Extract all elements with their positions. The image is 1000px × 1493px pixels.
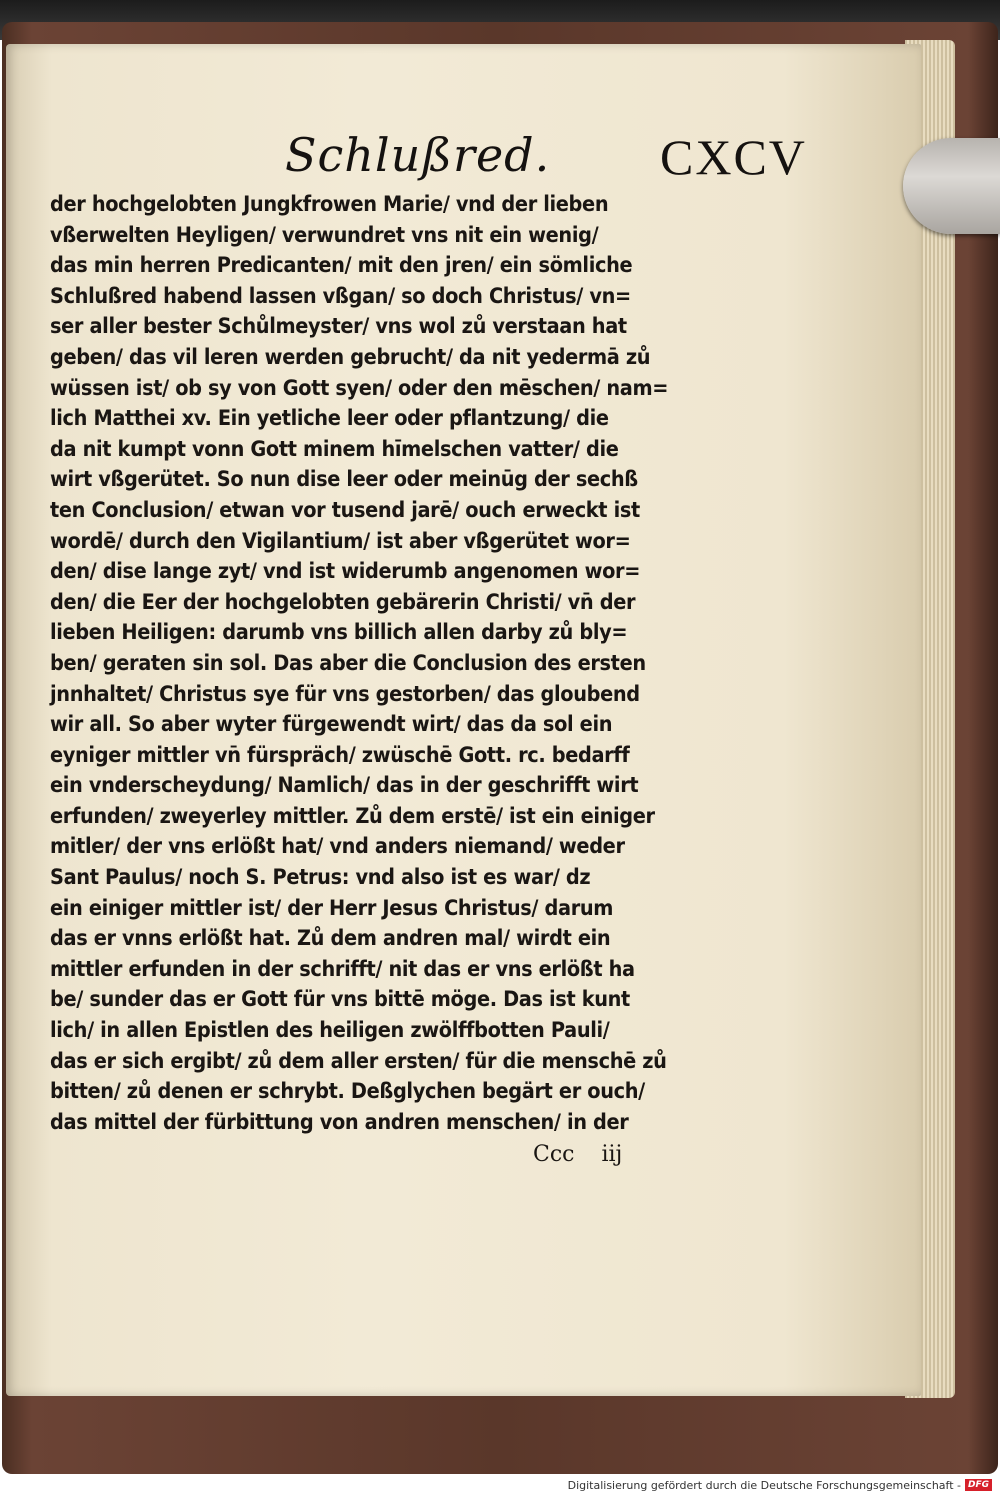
folio-number: CXCV bbox=[660, 129, 807, 185]
text-line: jnnhaltet/ Christus sye für vns gestorben/ das gloubend bbox=[50, 681, 640, 707]
text-line: das min herren Predicanten/ mit den jren/ ein sömliche bbox=[50, 253, 633, 279]
text-line: wirt vßgerütet. So nun dise leer oder meinūg der sechß bbox=[50, 467, 638, 493]
text-line: eyniger mittler vn̄ fürspräch/ zwüschē Gott. rc. bedarff bbox=[50, 742, 630, 768]
text-line: vßerwelten Heyligen/ verwundret vns nit ein wenig/ bbox=[50, 222, 599, 248]
text-line: ben/ geraten sin sol. Das aber die Conclusion des ersten bbox=[50, 650, 646, 676]
dfg-logo: DFG bbox=[965, 1479, 992, 1491]
text-line: lieben Heiligen: darumb vns billich allen darby zů bly= bbox=[50, 620, 628, 646]
text-line: wüssen ist/ ob sy von Gott syen/ oder den mēschen/ nam= bbox=[50, 375, 669, 401]
text-line: ser aller bester Schůlmeyster/ vns wol zů verstaan hat bbox=[50, 314, 627, 340]
body-text bbox=[50, 190, 730, 1138]
text-line: das er sich ergibt/ zů dem aller ersten/ für die menschē zů bbox=[50, 1048, 667, 1074]
text-line: lich/ in allen Epistlen des heiligen zwölffbotten Pauli/ bbox=[50, 1018, 610, 1044]
text-line: den/ die Eer der hochgelobten gebärerin Christi/ vn̄ der bbox=[50, 589, 636, 615]
text-line: das er vnns erlößt hat. Zů dem andren mal/ wirdt ein bbox=[50, 926, 611, 952]
text-line: da nit kumpt vonn Gott minem hīmelschen vatter/ die bbox=[50, 436, 619, 462]
text-line: der hochgelobten Jungkfrowen Marie/ vnd der lieben bbox=[50, 192, 609, 217]
text-line: be/ sunder das er Gott für vns bittē möge. Das ist kunt bbox=[50, 987, 630, 1013]
text-line: Schlußred habend lassen vßgan/ so doch Christus/ vn= bbox=[50, 283, 631, 309]
text-line: erfunden/ zweyerley mittler. Zů dem erstē/ ist ein einiger bbox=[50, 803, 655, 829]
footer bbox=[568, 1478, 992, 1492]
signature-mark: Ccc iij bbox=[533, 1142, 623, 1167]
text-line: wordē/ durch den Vigilantium/ ist aber vßgerütet wor= bbox=[50, 528, 631, 554]
text-line: mitler/ der vns erlößt hat/ vnd anders niemand/ weder bbox=[50, 834, 625, 860]
text-line: das mittel der fürbittung von andren menschen/ in der bbox=[50, 1109, 629, 1135]
text-line: den/ dise lange zyt/ vnd ist widerumb angenomen wor= bbox=[50, 559, 641, 585]
text-line: mittler erfunden in der schrifft/ nit das er vns erlößt ha bbox=[50, 956, 635, 982]
text-line: ein vnderscheydung/ Namlich/ das in der geschrifft wirt bbox=[50, 773, 639, 799]
text-line: ten Conclusion/ etwan vor tusend jarē/ ouch erweckt ist bbox=[50, 497, 640, 523]
text-line: wir all. So aber wyter fürgewendt wirt/ das da sol ein bbox=[50, 712, 613, 738]
text-line: Sant Paulus/ noch S. Petrus: vnd also ist es war/ dz bbox=[50, 865, 591, 891]
page-clip bbox=[903, 138, 1000, 234]
text-line: ein einiger mittler ist/ der Herr Jesus Christus/ darum bbox=[50, 895, 614, 921]
running-head: Schlußred. bbox=[285, 128, 551, 182]
text-line: geben/ das vil leren werden gebrucht/ da nit yedermā zů bbox=[50, 344, 651, 370]
text-line: lich Matthei xv. Ein yetliche leer oder pflantzung/ die bbox=[50, 406, 609, 432]
text-line: bitten/ zů denen er schrybt. Deßglychen begärt er ouch/ bbox=[50, 1079, 645, 1105]
footer-credit: Digitalisierung gefördert durch die Deutsche Forschungsgemeinschaft - bbox=[567, 1478, 961, 1492]
